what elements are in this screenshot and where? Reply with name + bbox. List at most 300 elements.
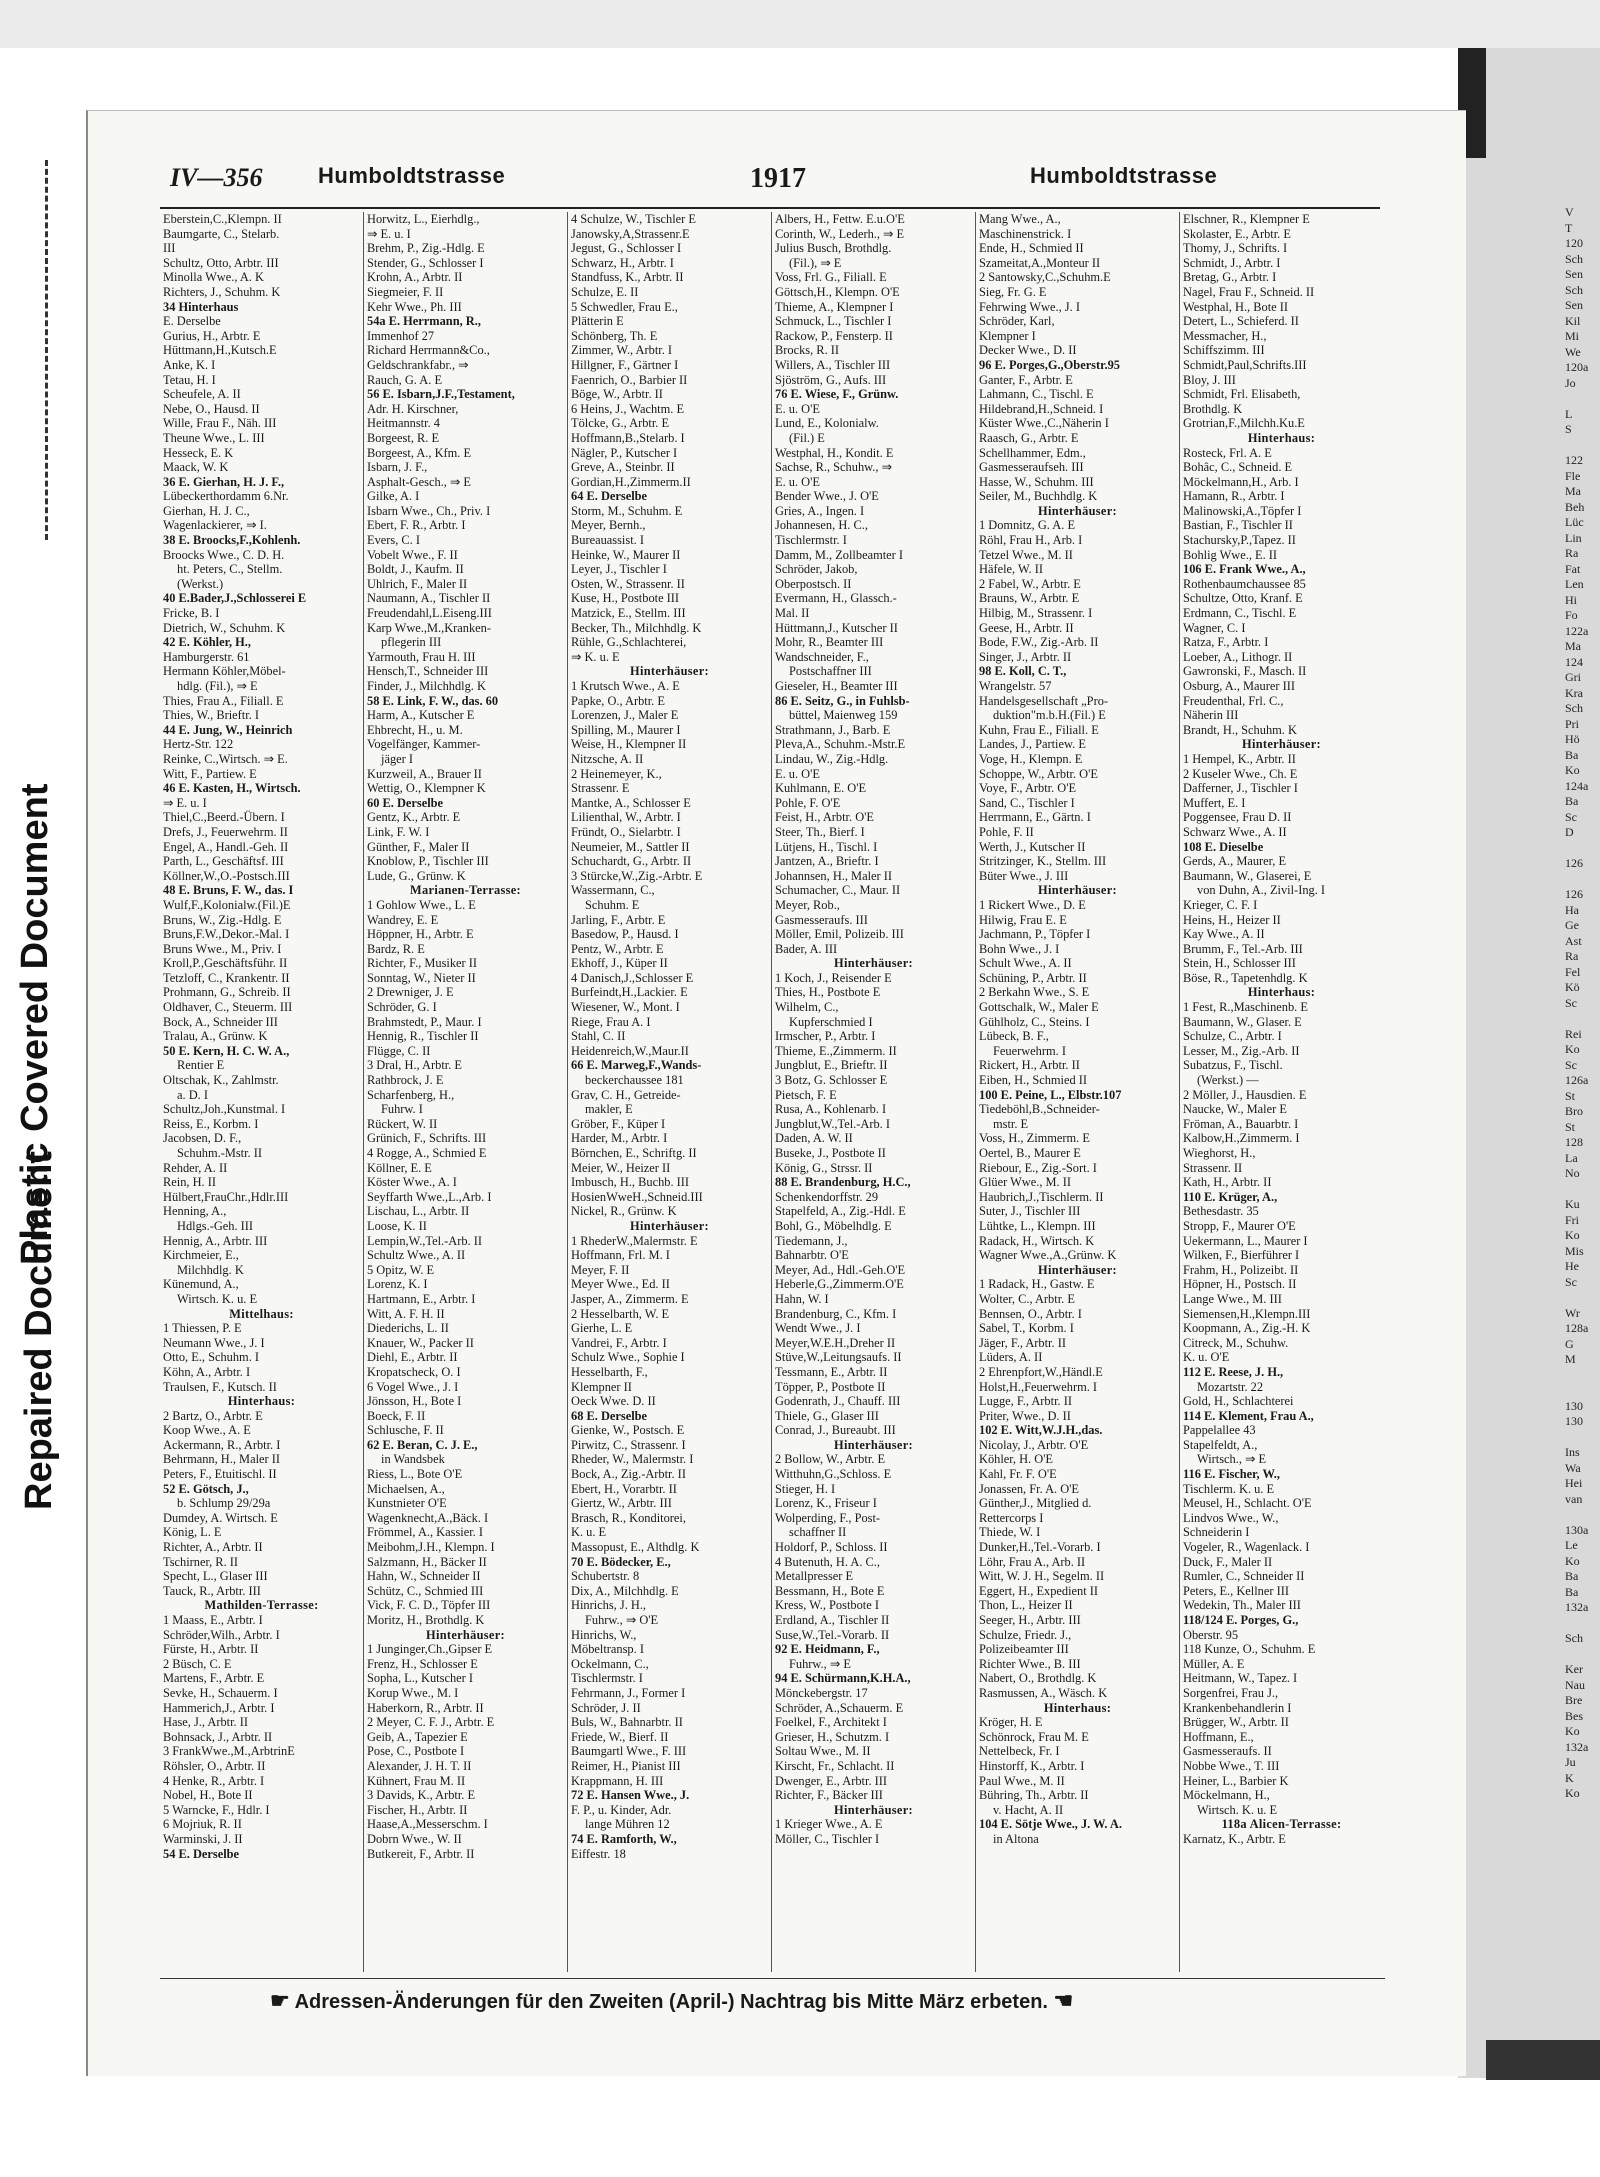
directory-entry: Singer, J., Arbtr. II xyxy=(979,649,1072,664)
directory-entry: Thies, Frau A., Filiall. E xyxy=(163,693,284,708)
directory-entry: Westphal, H., Kondit. E xyxy=(775,445,894,460)
directory-entry: 2 Fabel, W., Arbtr. E xyxy=(979,576,1081,591)
directory-entry: Greve, A., Steinbr. II xyxy=(571,460,675,475)
directory-entry: Jäger, F., Arbtr. II xyxy=(979,1335,1066,1350)
directory-entry: 1 Rickert Wwe., D. E xyxy=(979,897,1086,912)
directory-entry: Schenkendorffstr. 29 xyxy=(775,1189,879,1204)
adjacent-page-fragment: van xyxy=(1565,1491,1583,1506)
directory-entry: Lund, E., Kolonialw. xyxy=(775,416,879,431)
directory-entry: 4 Rogge, A., Schmied E xyxy=(367,1146,487,1160)
directory-entry: Böse, R., Tapetenhdlg. K xyxy=(1183,970,1308,985)
directory-entry: Gilke, A. I xyxy=(367,489,420,504)
directory-entry: Jungblut, E., Brieftr. II xyxy=(775,1058,888,1073)
directory-entry: Decker Wwe., D. II xyxy=(979,343,1077,358)
directory-entry: von Duhn, A., Zivil-Ing. I xyxy=(1197,883,1326,898)
directory-entry: Boldt, J., Kaufm. II xyxy=(367,562,464,577)
directory-entry: Bohn Wwe., J. I xyxy=(979,941,1060,956)
directory-entry: in Wandsbek xyxy=(381,1452,445,1467)
directory-entry: Hesseck, E. K xyxy=(163,445,234,460)
directory-entry: Warminski, J. II xyxy=(163,1831,243,1846)
directory-entry: lange Mühren 12 xyxy=(585,1817,670,1832)
directory-entry: Gottschalk, W., Maler E xyxy=(979,1000,1099,1015)
directory-entry: Häfele, W. II xyxy=(979,562,1043,577)
directory-entry: Röhl, Frau H., Arb. I xyxy=(979,533,1083,548)
directory-entry: Bohnsack, J., Arbtr. II xyxy=(163,1729,273,1744)
directory-entry: Radack, H., Wirtsch. K xyxy=(979,1233,1095,1248)
directory-entry: Geese, H., Arbtr. II xyxy=(979,620,1074,635)
directory-entry: Rumler, C., Schneider II xyxy=(1183,1569,1305,1584)
directory-entry: Tölcke, G., Arbtr. E xyxy=(571,416,670,431)
directory-entry: Bruns Wwe., M., Priv. I xyxy=(163,941,282,956)
adjacent-page-fragment xyxy=(1565,1290,1600,1306)
directory-entry: Röhsler, O., Arbtr. II xyxy=(163,1758,266,1773)
directory-entry: Wieghorst, H., xyxy=(1183,1146,1256,1160)
directory-entry: Sevke, H., Schauerm. I xyxy=(163,1685,278,1700)
directory-entry: Stieger, H. I xyxy=(775,1481,836,1496)
directory-entry: Jonassen, Fr. A. O'E xyxy=(979,1481,1079,1496)
adjacent-page-fragment: Sc xyxy=(1565,809,1577,824)
directory-entry: Johannesen, H. C., xyxy=(775,518,868,533)
directory-entry: Schumacher, C., Maur. II xyxy=(775,883,901,898)
directory-entry: Thiede, W. I xyxy=(979,1525,1041,1540)
directory-entry: Burfeindt,H.,Lackier. E xyxy=(571,985,688,1000)
adjacent-page-fragment xyxy=(1565,1430,1600,1446)
footer-notice xyxy=(270,1988,1280,2018)
directory-entry: Eiben, H., Schmied II xyxy=(979,1073,1088,1088)
directory-entry: Oberstr. 95 xyxy=(1183,1627,1239,1642)
directory-entry: Neumann Wwe., J. I xyxy=(163,1335,265,1350)
directory-entry: Riebour, E., Zig.-Sort. I xyxy=(979,1160,1097,1175)
directory-entry: Nägler, P., Kutscher I xyxy=(571,445,678,460)
directory-entry: Werth, J., Kutscher II xyxy=(979,839,1086,854)
directory-entry: Krieger, C. F. I xyxy=(1183,897,1258,912)
directory-entry: 118/124 E. Porges, G., xyxy=(1183,1613,1299,1627)
directory-entry: Rackow, P., Fensterp. II xyxy=(775,328,893,343)
directory-entry: Loose, K. II xyxy=(367,1218,427,1233)
directory-entry: Wandschneider, F., xyxy=(775,649,869,664)
directory-entry: Meyer Wwe., Ed. II xyxy=(571,1277,670,1292)
directory-entry: Bennsen, O., Arbtr. I xyxy=(979,1306,1082,1321)
directory-entry: Vogelfänger, Kammer- xyxy=(367,737,481,752)
directory-entry: 54 E. Derselbe xyxy=(163,1846,240,1861)
directory-entry: 42 E. Köhler, H., xyxy=(163,635,252,650)
directory-entry: 34 Hinterhaus xyxy=(163,299,239,314)
directory-entry: Messmacher, H., xyxy=(1183,328,1267,343)
adjacent-page-fragment: La xyxy=(1565,1150,1578,1165)
directory-entry: Uhlrich, F., Maler II xyxy=(367,576,468,591)
directory-entry: K. u. O'E xyxy=(1183,1350,1230,1365)
directory-entry: Matzick, E., Stellm. III xyxy=(571,606,686,621)
directory-entry: Jantzen, A., Brieftr. I xyxy=(775,854,879,869)
directory-entry: Oldhaver, C., Steuerm. III xyxy=(163,1000,293,1015)
directory-entry: Otto, E., Schuhm. I xyxy=(163,1350,260,1365)
directory-entry: ht. Peters, C., Stellm. xyxy=(177,562,283,577)
directory-entry: Maack, W. K xyxy=(163,460,229,475)
directory-entry: Hasse, W., Schuhm. III xyxy=(979,474,1094,489)
directory-entry: hdlg. (Fil.), ⇒ E xyxy=(177,679,258,693)
directory-entry: Erdland, A., Tischler II xyxy=(775,1613,890,1627)
adjacent-page-fragment: Ko xyxy=(1565,1042,1580,1056)
directory-entry: Schuchardt, G., Arbtr. II xyxy=(571,854,692,869)
directory-entry: Heberle,G.,Zimmerm.O'E xyxy=(775,1277,904,1292)
directory-entry: (Fil.), ⇒ E xyxy=(789,255,842,270)
directory-entry: Kirchmeier, E., xyxy=(163,1248,239,1263)
directory-entry: Grünich, F., Schrifts. III xyxy=(367,1131,487,1146)
adjacent-page-fragment: Sc xyxy=(1565,995,1577,1010)
year: 1917 xyxy=(750,163,806,194)
directory-entry: Leyer, J., Tischler I xyxy=(571,562,667,577)
directory-entry: Reinke, C.,Wirtsch. ⇒ E. xyxy=(163,751,288,766)
adjacent-page-fragment: Ko xyxy=(1565,1786,1580,1800)
directory-entry: König, L. E xyxy=(163,1525,222,1540)
directory-entry: K. u. E xyxy=(571,1525,607,1540)
directory-entry: mstr. E xyxy=(993,1116,1029,1131)
directory-entry: 4 Henke, R., Arbtr. I xyxy=(163,1773,265,1788)
directory-entry: Günther, F., Maler II xyxy=(367,839,470,854)
directory-entry: 2 Büsch, C. E xyxy=(163,1656,232,1671)
column-separator xyxy=(363,212,364,1972)
directory-entry: Stahl, C. II xyxy=(571,1029,626,1044)
directory-entry: Hinstorff, K., Arbtr. I xyxy=(979,1758,1085,1773)
directory-entry: Küster Wwe.,C.,Näherin I xyxy=(979,416,1109,431)
directory-entry: Frahm, H., Polizeibt. II xyxy=(1183,1262,1299,1277)
adjacent-page-fragment: Ra xyxy=(1565,546,1579,560)
directory-entry: Polizeibeamter III xyxy=(979,1642,1069,1657)
directory-entry: E. u. O'E xyxy=(775,474,820,489)
directory-entry: v. Hacht, A. II xyxy=(993,1802,1064,1817)
directory-entry: Glüer Wwe., M. II xyxy=(979,1175,1071,1190)
directory-entry: Tiedemann, J., xyxy=(775,1233,848,1248)
directory-entry: Karnatz, K., Arbtr. E xyxy=(1183,1831,1286,1846)
directory-entry: Gasmesseraufs. II xyxy=(1183,1744,1272,1759)
directory-entry: Schulze, E. II xyxy=(571,284,639,299)
directory-entry: (Fil.) E xyxy=(789,430,825,445)
directory-entry: 6 Mojriuk, R. II xyxy=(163,1817,242,1832)
directory-entry: Schulz Wwe., Sophie I xyxy=(571,1350,685,1365)
directory-entry: 2 Möller, J., Hausdien. E xyxy=(1183,1087,1307,1102)
directory-entry: Feist, H., Arbtr. O'E xyxy=(775,810,874,825)
directory-entry: Raasch, G., Arbtr. E xyxy=(979,430,1079,445)
adjacent-page-fragment: S xyxy=(1565,422,1572,436)
directory-entry: Kay Wwe., A. II xyxy=(1183,927,1265,942)
footer-text: Adressen-Änderungen für den Zweiten (April-) Nachtrag bis Mitte März erbeten. xyxy=(294,1991,1048,2013)
directory-entry: Köllner,W.,O.-Postsch.III xyxy=(163,868,290,883)
directory-entry: Hensch,T., Schneider III xyxy=(367,664,489,679)
directory-entry: Hinterhäuser: xyxy=(1038,1262,1117,1277)
directory-entry: Baumann, W., Glaser. E xyxy=(1183,1014,1302,1029)
directory-entry: ⇒ K. u. E xyxy=(571,649,620,664)
directory-entry: Horwitz, L., Eierhdlg., xyxy=(367,212,480,226)
directory-entry: Ebert, H., Vorarbtr. II xyxy=(571,1481,677,1496)
directory-entry: Basedow, P., Hausd. I xyxy=(571,927,679,942)
directory-entry: Conrad, J., Bureaubt. III xyxy=(775,1423,896,1438)
directory-entry: Ockelmann, C., xyxy=(571,1656,649,1671)
directory-entry: Stein, H., Schlosser III xyxy=(1183,956,1296,971)
directory-entry: 70 E. Bödecker, E., xyxy=(571,1554,671,1569)
directory-entry: 2 Hesselbarth, W. E xyxy=(571,1306,670,1321)
directory-entry: Richter Wwe., B. III xyxy=(979,1656,1081,1671)
directory-entry: Diehl, E., Arbtr. II xyxy=(367,1350,458,1365)
directory-entry: Drefs, J., Feuerwehrm. II xyxy=(163,824,288,839)
edge-marks xyxy=(45,160,58,540)
directory-entry: Möller, C., Tischler I xyxy=(775,1831,880,1846)
directory-entry: Wirtsch., ⇒ E xyxy=(1197,1452,1267,1467)
directory-entry: Schulze, C., Arbtr. I xyxy=(1183,1029,1282,1044)
directory-entry: Vandrei, F., Arbtr. I xyxy=(571,1335,667,1350)
directory-entry: Sorgenfrei, Frau J., xyxy=(1183,1685,1279,1700)
directory-entry: Julius Busch, Brothdlg. xyxy=(775,241,892,256)
adjacent-page-fragment: Ge xyxy=(1565,918,1579,932)
directory-entry: Corinth, W., Lederh., ⇒ E xyxy=(775,226,905,241)
directory-entry: Sabel, T., Korbm. I xyxy=(979,1321,1074,1336)
directory-entry: Hildebrand,H.,Schneid. I xyxy=(979,401,1104,416)
scan-top-border xyxy=(0,0,1600,48)
directory-entry: Pleva,A., Schuhm.-Mstr.E xyxy=(775,737,906,752)
adjacent-page-fragment: 130 xyxy=(1565,1414,1583,1428)
adjacent-page-fragment xyxy=(1565,391,1600,407)
directory-entry: 3 FrankWwe.,M.,ArbtrinE xyxy=(163,1744,295,1759)
directory-entry: Bock, A., Zig.-Arbtr. II xyxy=(571,1467,686,1482)
directory-entry: Bender Wwe., J. O'E xyxy=(775,489,879,504)
directory-entry: 2 Drewniger, J. E xyxy=(367,985,454,1000)
adjacent-page-fragment: Ra xyxy=(1565,949,1579,963)
directory-entry: Schulze, Friedr. J., xyxy=(979,1627,1072,1642)
directory-entry: Wendt Wwe., J. I xyxy=(775,1321,861,1336)
directory-entry: Schmidt, Frl. Elisabeth, xyxy=(1183,387,1301,402)
adjacent-page-fragment: Kra xyxy=(1565,685,1583,700)
directory-entry: büttel, Maienweg 159 xyxy=(789,708,898,723)
directory-entry: Faenrich, O., Barbier II xyxy=(571,372,688,387)
directory-entry: Landes, J., Partiew. E xyxy=(979,737,1086,752)
directory-entry: Knauer, W., Packer II xyxy=(367,1335,474,1350)
directory-entry: Frömmel, A., Kassier. I xyxy=(367,1525,483,1540)
adjacent-page-fragment: Fri xyxy=(1565,1212,1580,1227)
directory-entry: Gierhe, L. E xyxy=(571,1321,633,1336)
directory-entry: Strathmann, J., Barb. E xyxy=(775,722,891,737)
directory-column xyxy=(163,212,360,1972)
directory-entry: Mittelhaus: xyxy=(229,1306,294,1321)
directory-column xyxy=(775,212,972,1972)
directory-entry: Detert, L., Schieferd. II xyxy=(1183,314,1299,329)
directory-entry: 100 E. Peine, L., Elbstr.107 xyxy=(979,1087,1122,1102)
directory-entry: Hinterhaus: xyxy=(1247,430,1316,445)
directory-entry: 5 Warncke, F., Hdlr. I xyxy=(163,1802,270,1817)
directory-entry: Wagenknecht,A.,Bäck. I xyxy=(367,1510,489,1525)
directory-entry: 48 E. Bruns, F. W., das. I xyxy=(163,883,294,898)
adjacent-page-fragment: Bro xyxy=(1565,1104,1583,1118)
directory-entry: Kunstnieter O'E xyxy=(367,1496,447,1511)
adjacent-page-fragment: Fle xyxy=(1565,468,1581,483)
directory-entry: Brandenburg, C., Kfm. I xyxy=(775,1306,897,1321)
adjacent-page-fragment: Fel xyxy=(1565,964,1581,979)
directory-entry: Baumann, W., Glaserei, E xyxy=(1183,868,1312,883)
directory-entry: Bloy, J. III xyxy=(1183,372,1236,387)
directory-entry: Nitzsche, A. II xyxy=(571,751,644,766)
directory-entry: Poggensee, Frau D. II xyxy=(1183,810,1292,825)
directory-entry: Sachse, R., Schuhw., ⇒ xyxy=(775,460,892,475)
directory-entry: Gawronski, F., Masch. II xyxy=(1183,664,1307,679)
directory-entry: Lange Wwe., M. III xyxy=(1183,1291,1282,1306)
adjacent-page-fragment: Ast xyxy=(1565,933,1582,948)
directory-entry: 1 Gohlow Wwe., L. E xyxy=(367,897,476,912)
directory-entry: Steer, Th., Bierf. I xyxy=(775,824,865,839)
directory-entry: Muffert, E. I xyxy=(1183,795,1246,810)
directory-entry: Wettig, O., Klempner K xyxy=(367,781,486,796)
directory-entry: Hinterhäuser: xyxy=(630,1218,709,1233)
directory-entry: Kahl, Fr. F. O'E xyxy=(979,1467,1057,1482)
directory-entry: Freudenthal, Frl. C., xyxy=(1183,693,1284,708)
directory-entry: Isbarn Wwe., Ch., Priv. I xyxy=(367,503,491,518)
directory-entry: Lütjens, H., Tischl. I xyxy=(775,839,878,854)
adjacent-page-fragment: Ma xyxy=(1565,484,1581,498)
directory-entry: Rheder, W., Malermstr. I xyxy=(571,1452,694,1467)
directory-entry: a. D. I xyxy=(177,1087,208,1102)
directory-entry: 38 E. Broocks,F.,Kohlenh. xyxy=(163,533,301,548)
directory-entry: Künemund, A., xyxy=(163,1277,239,1292)
directory-entry: Hinterhäuser: xyxy=(834,1437,913,1452)
footer-rule xyxy=(160,1978,1385,1979)
directory-entry: Prohmann, G., Schreib. II xyxy=(163,985,291,1000)
directory-entry: Kress, W., Postbote I xyxy=(775,1598,879,1613)
directory-column xyxy=(367,212,564,1972)
directory-entry: Hdlgs.-Geh. III xyxy=(177,1218,254,1233)
directory-entry: 56 E. Isbarn,J.F.,Testament, xyxy=(367,387,515,402)
directory-entry: Spilling, M., Maurer I xyxy=(571,722,681,737)
directory-entry: Butkereit, F., Arbtr. II xyxy=(367,1846,475,1861)
directory-entry: Voge, H., Klempn. E xyxy=(979,751,1083,766)
directory-entry: Fischer, H., Arbtr. II xyxy=(367,1802,468,1817)
directory-entry: Meyer, Ad., Hdl.-Geh.O'E xyxy=(775,1262,906,1277)
directory-entry: Wille, Frau F., Näh. III xyxy=(163,416,277,431)
directory-entry: Specht, L., Glaser III xyxy=(163,1569,268,1584)
directory-entry: Buseke, J., Postbote II xyxy=(775,1146,886,1160)
directory-entry: 46 E. Kasten, H., Wirtsch. xyxy=(163,781,301,796)
directory-entry: Nebe, O., Hausd. II xyxy=(163,401,260,416)
directory-entry: Gurius, H., Arbtr. E xyxy=(163,328,261,343)
directory-entry: 5 Opitz, W. E xyxy=(367,1262,435,1277)
adjacent-page-fragment: L xyxy=(1565,406,1573,421)
directory-entry: Börnchen, E., Schriftg. II xyxy=(571,1146,697,1160)
directory-entry: Scharfenberg, H., xyxy=(367,1087,455,1102)
directory-entry: Brumm, F., Tel.-Arb. III xyxy=(1183,941,1303,956)
directory-columns xyxy=(160,212,1385,1972)
directory-entry: Michaelsen, A., xyxy=(367,1481,445,1496)
adjacent-page-fragment: Sen xyxy=(1565,267,1583,281)
directory-entry: Witthuhn,G.,Schloss. E xyxy=(775,1467,892,1482)
directory-entry: 1 Fest, R.,Maschinenb. E xyxy=(1183,1000,1308,1015)
directory-entry: Koop Wwe., A. E xyxy=(163,1423,251,1438)
directory-entry: Bethesdastr. 35 xyxy=(1183,1204,1259,1219)
directory-entry: 60 E. Derselbe xyxy=(367,795,444,810)
directory-entry: Lübeckerthordamm 6.Nr. xyxy=(163,489,289,504)
directory-entry: Voss, Frl. G., Filiall. E xyxy=(775,270,887,285)
directory-entry: Koopmann, A., Zig.-H. K xyxy=(1183,1321,1311,1336)
directory-entry: Tischlermstr. I xyxy=(571,1671,643,1686)
directory-entry: 86 E. Seitz, G., in Fuhlsb- xyxy=(775,693,910,708)
directory-entry: Nagel, Frau F., Schneid. II xyxy=(1183,284,1315,299)
directory-entry: Salzmann, H., Bäcker II xyxy=(367,1554,487,1569)
adjacent-page-fragment: 126 xyxy=(1565,887,1583,901)
directory-entry: Sonntag, W., Nieter II xyxy=(367,970,476,985)
directory-entry: Harm, A., Kutscher E xyxy=(367,708,475,723)
directory-entry: Loeber, A., Lithogr. II xyxy=(1183,649,1293,664)
directory-entry: Albers, H., Fettw. E.u.O'E xyxy=(775,212,905,226)
directory-entry: 2 Ehrenpfort,W.,Händl.E xyxy=(979,1364,1103,1379)
directory-entry: Rathbrock, J. E xyxy=(367,1073,444,1088)
adjacent-page-fragment: 128 xyxy=(1565,1135,1583,1149)
adjacent-page-fragment: No xyxy=(1565,1166,1580,1180)
adjacent-page-fragment: Ha xyxy=(1565,902,1579,917)
directory-entry: Brügger, W., Arbtr. II xyxy=(1183,1715,1289,1730)
directory-entry: Ekhoff, J., Küper II xyxy=(571,956,668,971)
directory-entry: Gordian,H.,Zimmerm.II xyxy=(571,474,691,489)
directory-entry: Schröder, G. I xyxy=(367,1000,437,1015)
directory-entry: Fürste, H., Arbtr. II xyxy=(163,1642,259,1657)
directory-entry: Witt, A. F. H. II xyxy=(367,1306,445,1321)
directory-entry: HosienWweH.,Schneid.III xyxy=(571,1189,703,1204)
directory-entry: Papke, O., Arbtr. E xyxy=(571,693,665,708)
adjacent-page-fragment: Sc xyxy=(1565,1057,1577,1072)
directory-entry: Neumeier, M., Sattler II xyxy=(571,839,690,854)
directory-entry: Köhler, H. O'E xyxy=(979,1452,1053,1467)
directory-entry: Kroll,P.,Geschäftsführ. II xyxy=(163,956,288,971)
directory-entry: 1 Thiessen, P. E xyxy=(163,1321,242,1336)
adjacent-page-fragment: Pri xyxy=(1565,716,1580,731)
directory-entry: Kröger, H. E xyxy=(979,1715,1043,1730)
directory-entry: Fründt, O., Sielarbtr. I xyxy=(571,824,681,839)
directory-entry: Fehrwing Wwe., J. I xyxy=(979,299,1080,314)
directory-entry: Friede, W., Bierf. II xyxy=(571,1729,669,1744)
directory-entry: Storm, M., Schuhm. E xyxy=(571,503,683,518)
adjacent-page-fragment: Bre xyxy=(1565,1693,1583,1707)
directory-entry: 5 Schwedler, Frau E., xyxy=(571,299,678,314)
directory-entry: Mönckebergstr. 17 xyxy=(775,1685,868,1700)
directory-entry: duktion"m.b.H.(Fil.) E xyxy=(993,708,1106,723)
directory-entry: 66 E. Marweg,F.,Wands- xyxy=(571,1058,702,1073)
adjacent-page-fragment: Sc xyxy=(1565,1274,1577,1289)
directory-entry: Bruns,F.W.,Dekor.-Mal. I xyxy=(163,927,290,942)
directory-entry: Gold, H., Schlachterei xyxy=(1183,1394,1294,1409)
directory-entry: Nobbe Wwe., T. III xyxy=(1183,1758,1280,1773)
adjacent-page-fragment: Jo xyxy=(1565,375,1576,390)
directory-entry: Pohle, F. O'E xyxy=(775,795,841,810)
adjacent-page-fragment xyxy=(1565,438,1600,454)
directory-entry: Nicolay, J., Arbtr. O'E xyxy=(979,1437,1089,1452)
directory-entry: Geib, A., Tapezier E xyxy=(367,1729,468,1744)
directory-entry: Bretag, G., Arbtr. I xyxy=(1183,270,1277,285)
adjacent-page-fragment: Sen xyxy=(1565,298,1583,312)
directory-entry: Lischau, L., Arbtr. II xyxy=(367,1204,470,1219)
adjacent-page-fragment: St xyxy=(1565,1119,1576,1134)
directory-entry: Wagner, C. I xyxy=(1183,620,1246,635)
directory-entry: Malinowski,A.,Töpfer I xyxy=(1183,503,1302,518)
directory-entry: Mohr, R., Beamter III xyxy=(775,635,884,650)
directory-entry: Hinterhaus: xyxy=(1043,1700,1112,1715)
directory-entry: 40 E.Bader,J.,Schlosserei E xyxy=(163,591,307,606)
directory-entry: Rehder, A. II xyxy=(163,1160,228,1175)
directory-entry: 106 E. Frank Wwe., A., xyxy=(1183,562,1306,577)
adjacent-page-fragment: 124a xyxy=(1565,778,1589,793)
directory-entry: Parth, L., Geschäftsf. III xyxy=(163,854,284,869)
directory-entry: Bohl, G., Möbelhdlg. E xyxy=(775,1218,892,1233)
directory-entry: Kuhn, Frau E., Filiall. E xyxy=(979,722,1099,737)
directory-entry: Brehm, P., Zig.-Hdlg. E xyxy=(367,241,485,256)
directory-entry: Osten, W., Strassenr. II xyxy=(571,576,685,591)
directory-entry: Bureauassist. I xyxy=(571,533,644,548)
directory-entry: 118 Kunze, O., Schuhm. E xyxy=(1183,1642,1316,1657)
directory-entry: Wandrey, E. E xyxy=(367,912,439,927)
directory-entry: Rein, H. II xyxy=(163,1175,216,1190)
